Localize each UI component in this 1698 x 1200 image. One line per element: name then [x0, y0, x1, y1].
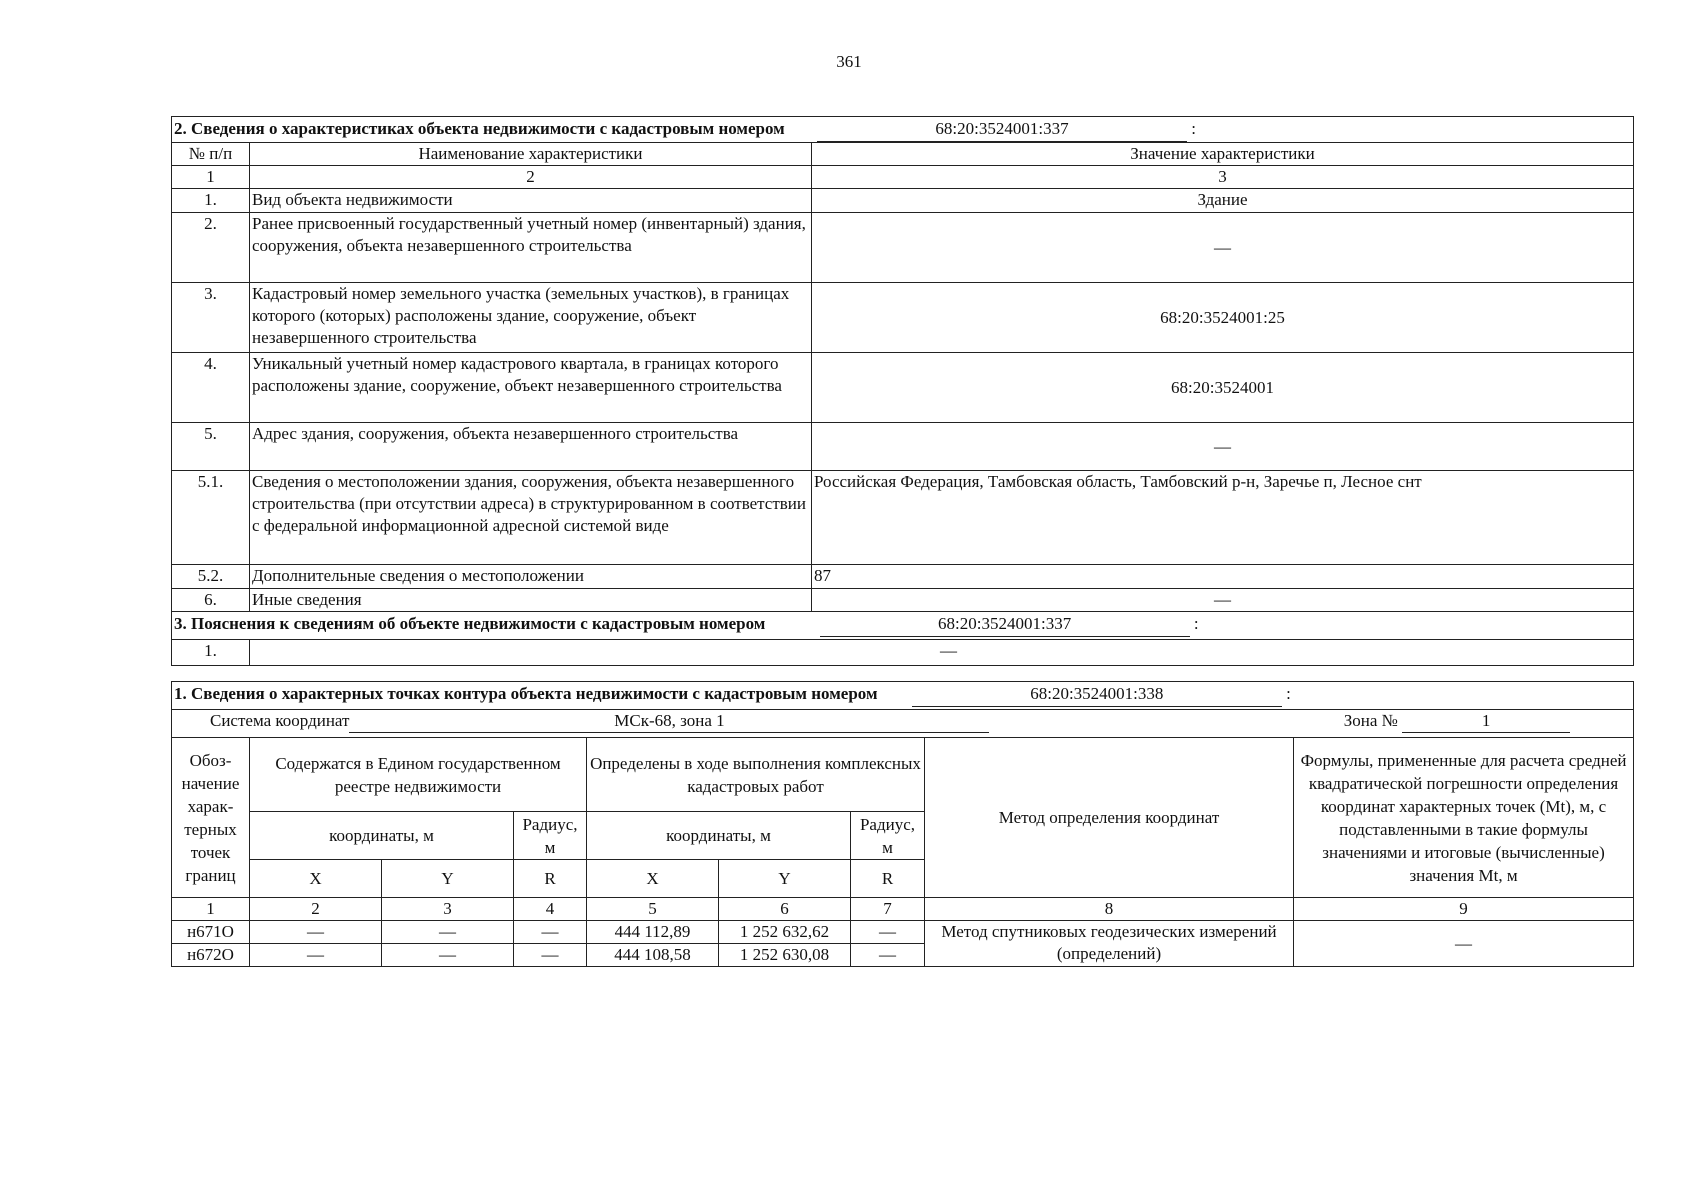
zone-value: 1	[1402, 710, 1570, 733]
index-cell: 2	[250, 898, 382, 921]
index-cell: 1	[172, 166, 250, 189]
coord-system-value: МСк-68, зона 1	[349, 710, 989, 733]
header-formulas: Формулы, примененные для расчета средней квадратической погрешности определения координат характерных точек (Mt), м, с подставленными в такие формулы значениями и итоговые (вычисленные) значения Mt, м	[1294, 738, 1634, 898]
header-value: Значение характеристики	[812, 143, 1634, 166]
header-kkr: Определены в ходе выполнения комплексных кадастровых работ	[587, 738, 925, 812]
row-name: Сведения о местоположении здания, сооружения, объекта незавершенного строительства (при отсутствии адреса) в структурированном в соответствии с федеральной информационной адресной системой виде	[250, 471, 812, 565]
header-r-kkr: R	[851, 860, 925, 898]
row-name: Ранее присвоенный государственный учетный номер (инвентарный) здания, сооружения, объекта незавершенного строительства	[250, 213, 812, 283]
section1-title: 1. Сведения о характерных точках контура объекта недвижимости с кадастровым номером	[174, 684, 878, 703]
table-row	[172, 213, 1634, 283]
header-designation: Обоз-начение харак-терных точек границ	[172, 738, 250, 898]
table-row	[172, 353, 1634, 423]
table-row	[172, 471, 1634, 565]
section2-colon: :	[1191, 119, 1196, 138]
header-y-egrn: Y	[382, 860, 514, 898]
row-value: —	[812, 589, 1634, 612]
row-num: 3.	[172, 283, 250, 353]
table-row	[172, 589, 1634, 612]
header-egrn: Содержатся в Едином государственном реестре недвижимости	[250, 738, 587, 812]
row-value: 68:20:3524001:25	[812, 283, 1634, 353]
row-num: 1.	[172, 189, 250, 213]
table-row	[172, 423, 1634, 471]
index-cell: 3	[812, 166, 1634, 189]
row-name: Иные сведения	[250, 589, 812, 612]
section3-cadastral-number: 68:20:3524001:337	[820, 612, 1190, 637]
header-r-egrn: R	[514, 860, 587, 898]
header-radius-egrn: Радиус, м	[514, 812, 587, 860]
section2-title: 2. Сведения о характеристиках объекта недвижимости с кадастровым номером	[174, 119, 785, 138]
section1-colon: :	[1286, 684, 1291, 703]
row-name: Вид объекта недвижимости	[250, 189, 812, 213]
row-value: —	[812, 213, 1634, 283]
point-y: 1 252 630,08	[719, 944, 851, 967]
row-num: 4.	[172, 353, 250, 423]
row-num: 2.	[172, 213, 250, 283]
index-cell: 4	[514, 898, 587, 921]
row-name: Дополнительные сведения о местоположении	[250, 565, 812, 589]
point-r: —	[851, 944, 925, 967]
row-value: 87	[812, 565, 1634, 589]
coord-system-label: Система координат	[210, 711, 350, 730]
row-value: Российская Федерация, Тамбовская область, Тамбовский р-н, Заречье п, Лесное снт	[812, 471, 1634, 565]
point-y: 1 252 632,62	[719, 921, 851, 944]
index-cell: 8	[925, 898, 1294, 921]
row-name: Уникальный учетный номер кадастрового квартала, в границах которого расположены здание, сооружение, объект незавершенного строительства	[250, 353, 812, 423]
index-cell: 6	[719, 898, 851, 921]
point-x-egrn: —	[250, 944, 382, 967]
point-r: —	[851, 921, 925, 944]
header-x-egrn: X	[250, 860, 382, 898]
point-x: 444 112,89	[587, 921, 719, 944]
row-name: Кадастровый номер земельного участка (земельных участков), в границах которого (которых) расположены здание, сооружение, объект незавершенного строительства	[250, 283, 812, 353]
point-x-egrn: —	[250, 921, 382, 944]
row-num: 5.	[172, 423, 250, 471]
characteristics-table	[171, 116, 1634, 666]
header-name: Наименование характеристики	[250, 143, 812, 166]
row-num: 1.	[172, 640, 250, 666]
row-num: 5.1.	[172, 471, 250, 565]
point-y-egrn: —	[382, 921, 514, 944]
section3-title-row	[172, 612, 1634, 640]
point-x: 444 108,58	[587, 944, 719, 967]
row-value: Здание	[812, 189, 1634, 213]
section1-cadastral-number: 68:20:3524001:338	[912, 682, 1282, 707]
zone-label: Зона №	[1343, 711, 1398, 730]
section3-colon: :	[1193, 614, 1199, 633]
row-name: Адрес здания, сооружения, объекта незавершенного строительства	[250, 423, 812, 471]
index-cell: 3	[382, 898, 514, 921]
table-row	[172, 283, 1634, 353]
header-y-kkr: Y	[719, 860, 851, 898]
index-cell: 9	[1294, 898, 1634, 921]
point-name: н671О	[172, 921, 250, 944]
formula-cell: —	[1294, 921, 1634, 967]
index-cell: 5	[587, 898, 719, 921]
section2-title-row	[172, 117, 1634, 143]
header-x-kkr: X	[587, 860, 719, 898]
header-method: Метод определения координат	[925, 738, 1294, 898]
table-row	[172, 565, 1634, 589]
points-table	[171, 681, 1634, 967]
row-value: 68:20:3524001	[812, 353, 1634, 423]
section2-cadastral-number: 68:20:3524001:337	[817, 117, 1187, 142]
header-radius-kkr: Радиус, м	[851, 812, 925, 860]
header-coords-egrn: координаты, м	[250, 812, 514, 860]
table-row	[172, 189, 1634, 213]
page-number: 361	[836, 52, 862, 71]
method-cell: Метод спутниковых геодезических измерений (определений)	[925, 921, 1294, 967]
row-num: 6.	[172, 589, 250, 612]
point-r-egrn: —	[514, 921, 587, 944]
section3-title: 3. Пояснения к сведениям об объекте недвижимости с кадастровым номером	[174, 614, 766, 633]
row-value: —	[812, 423, 1634, 471]
point-y-egrn: —	[382, 944, 514, 967]
index-cell: 7	[851, 898, 925, 921]
header-coords-kkr: координаты, м	[587, 812, 851, 860]
section1-title-row	[172, 682, 1634, 710]
table-row	[172, 640, 1634, 666]
row-num: 5.2.	[172, 565, 250, 589]
point-name: н672О	[172, 944, 250, 967]
point-r-egrn: —	[514, 944, 587, 967]
table-row	[172, 921, 1634, 944]
row-text: —	[250, 640, 1634, 666]
coord-system-row	[172, 710, 1634, 738]
index-cell: 2	[250, 166, 812, 189]
header-num: № п/п	[172, 143, 250, 166]
index-cell: 1	[172, 898, 250, 921]
